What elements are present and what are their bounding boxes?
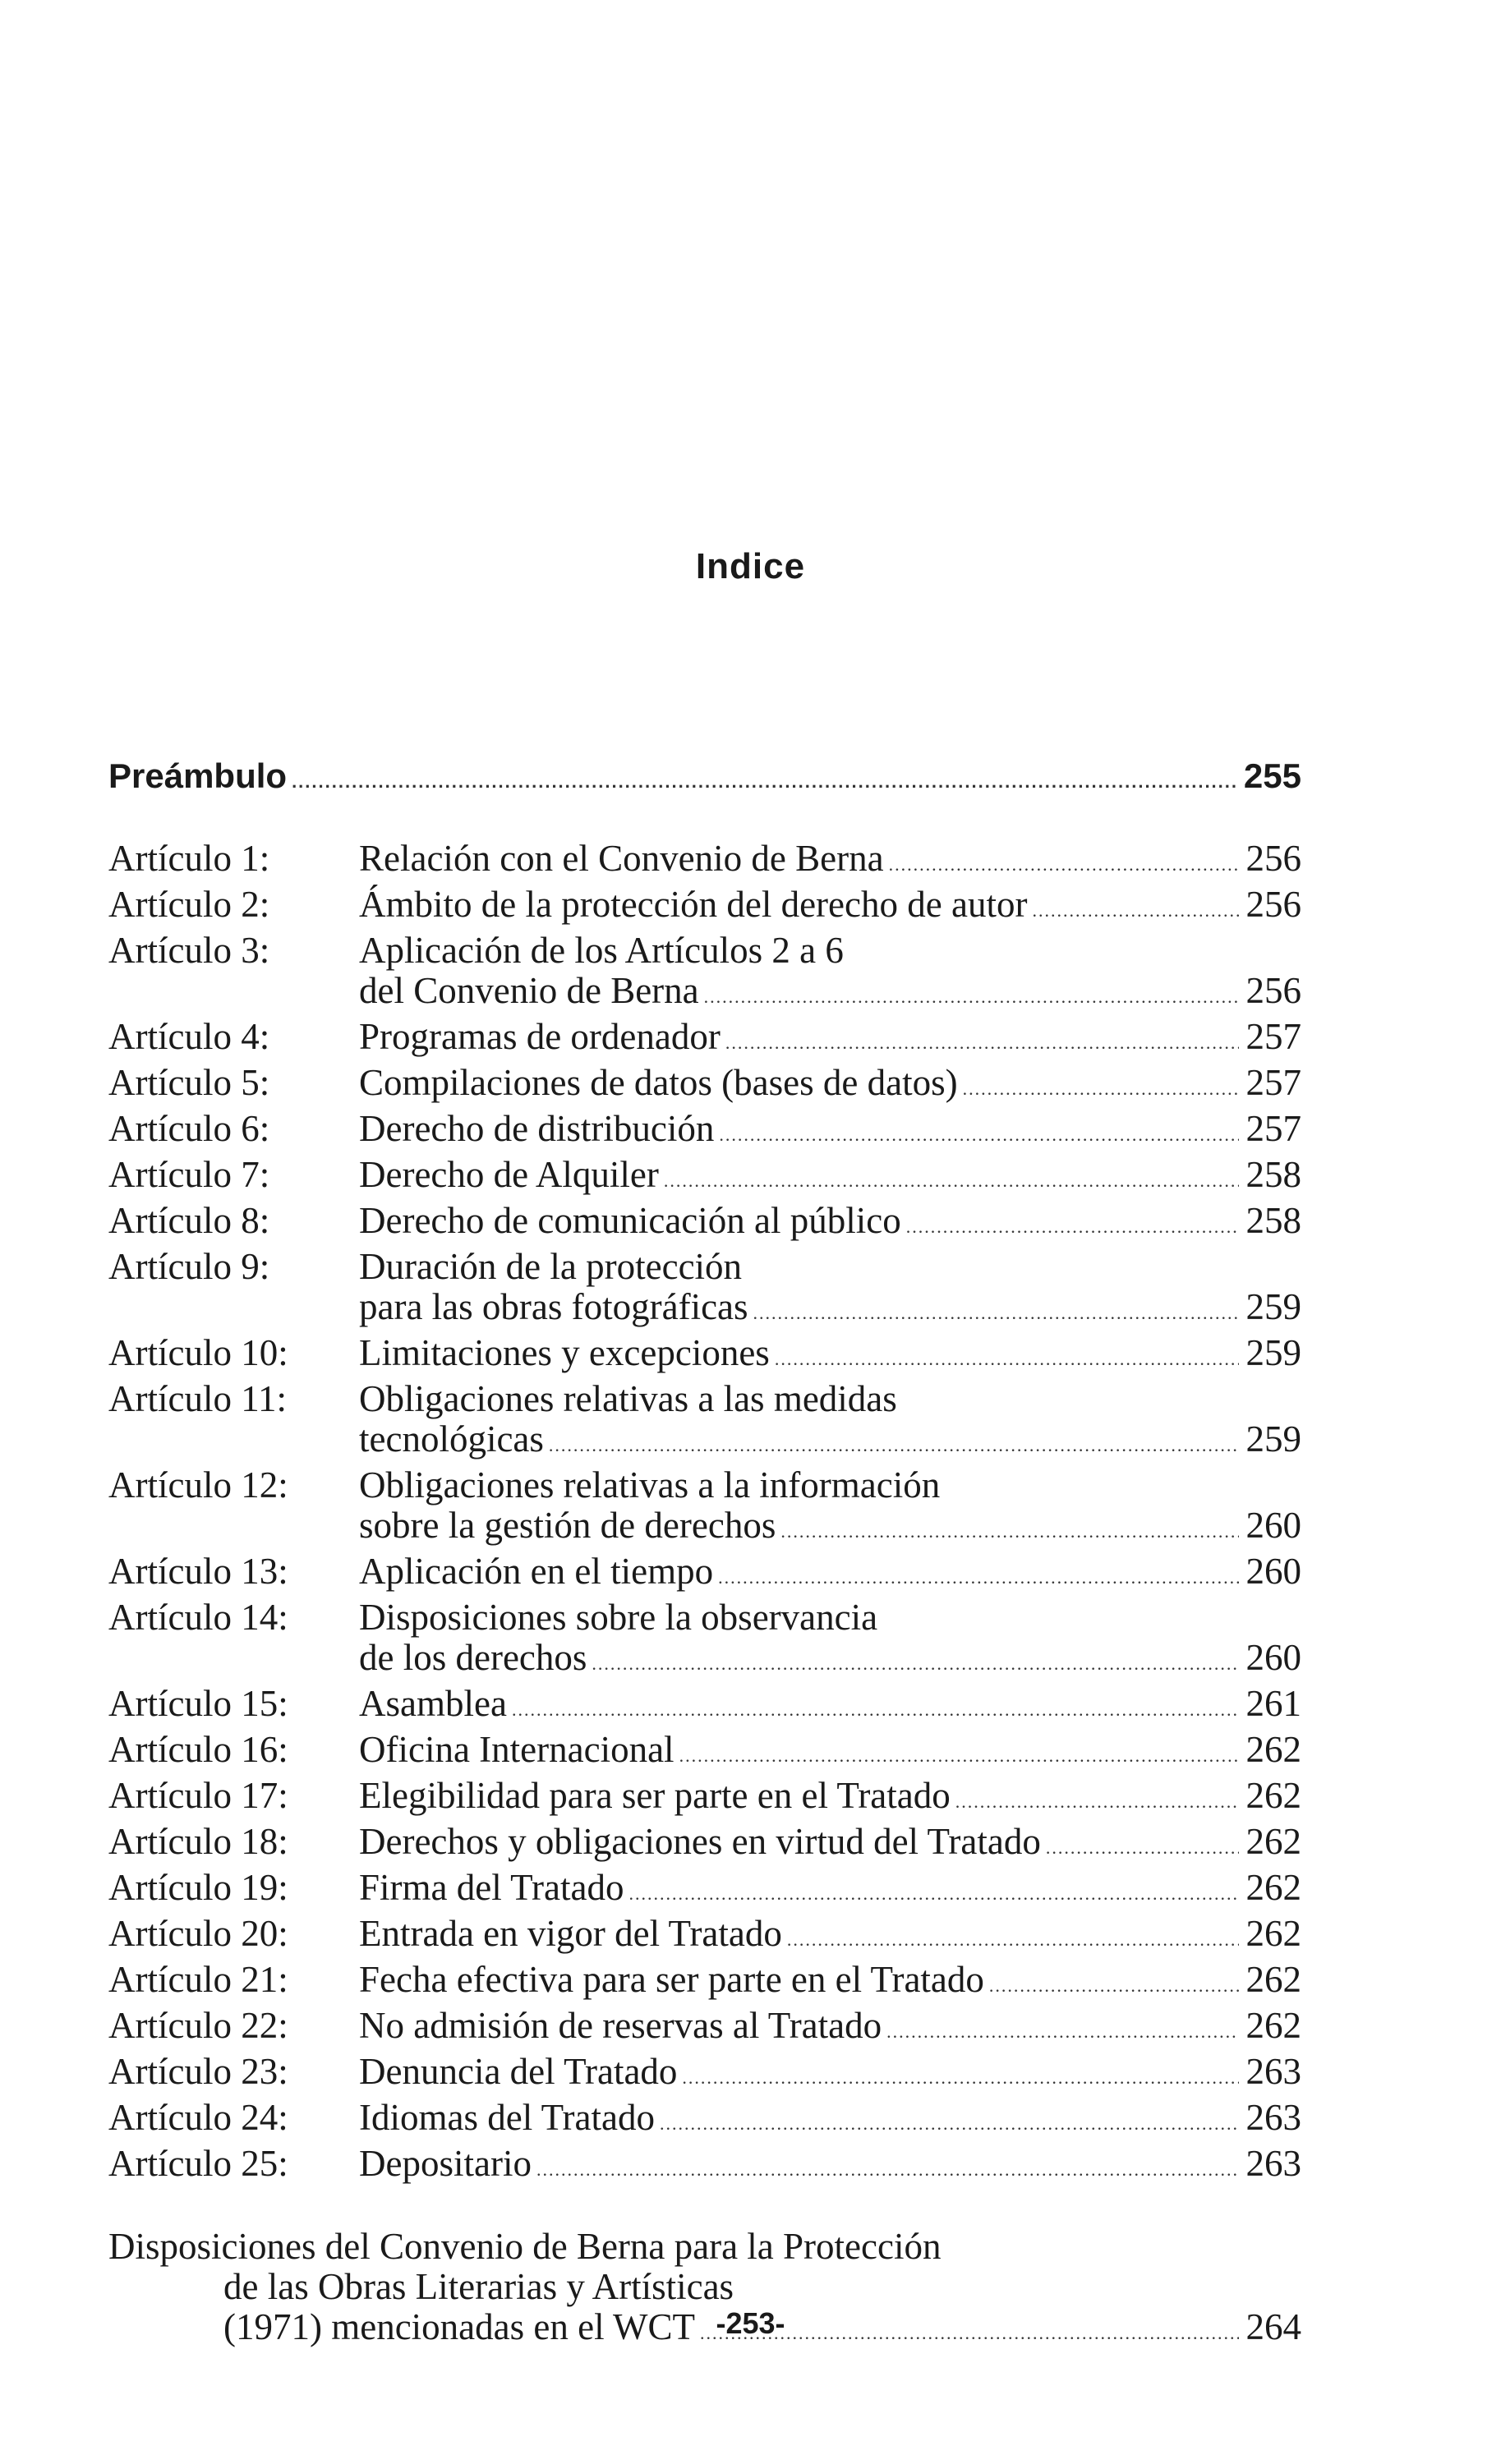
dot-leader <box>629 1873 1240 1914</box>
article-title: Relación con el Convenio de Berna <box>359 838 884 879</box>
entry-line <box>108 1730 1301 1776</box>
entry-line <box>108 2098 1301 2144</box>
article-label: Artículo 22: <box>108 2005 288 2046</box>
page-number: 262 <box>1245 1775 1301 1816</box>
dot-leader <box>1046 1827 1239 1868</box>
toc-entry-article <box>108 1109 1301 1155</box>
toc-entry-article <box>108 2052 1301 2098</box>
article-title: Idiomas del Tratado <box>359 2097 655 2138</box>
entry-line <box>108 1109 1301 1155</box>
dot-leader <box>592 1643 1239 1684</box>
article-label: Artículo 11: <box>108 1378 288 1419</box>
page-number: 259 <box>1245 1286 1301 1327</box>
toc-entry-article <box>108 1201 1301 1247</box>
entry-line <box>108 2006 1301 2052</box>
article-title: Derecho de Alquiler <box>359 1154 659 1195</box>
entry-line <box>108 1379 1301 1419</box>
entry-line <box>108 2052 1301 2098</box>
dot-leader <box>780 1511 1239 1551</box>
entry-title-line: de las Obras Literarias y Artísticas <box>223 2266 734 2307</box>
article-title: Derechos y obligaciones en virtud del Tratado <box>359 1821 1041 1862</box>
page-number: 262 <box>1245 1913 1301 1954</box>
page-folio: -253- <box>716 2306 785 2340</box>
page-number: 262 <box>1245 1821 1301 1862</box>
dot-leader <box>955 1781 1239 1822</box>
page-number: 260 <box>1245 1637 1301 1678</box>
article-label: Artículo 10: <box>108 1332 288 1373</box>
dot-leader <box>719 1115 1239 1155</box>
dot-leader <box>725 1023 1239 1063</box>
toc-entry-article <box>108 2006 1301 2052</box>
entry-line <box>108 2227 1301 2267</box>
article-label: Artículo 7: <box>108 1154 270 1195</box>
article-label: Artículo 24: <box>108 2097 288 2138</box>
page-number: 264 <box>1245 2306 1301 2347</box>
article-label: Artículo 16: <box>108 1729 288 1770</box>
dot-leader <box>682 2057 1239 2098</box>
entry-line <box>108 1868 1301 1914</box>
entry-line <box>108 1247 1301 1287</box>
entry-line <box>108 1506 1301 1551</box>
article-label: Artículo 2: <box>108 884 270 925</box>
article-label: Artículo 25: <box>108 2143 288 2184</box>
dot-leader <box>549 1425 1239 1465</box>
page-number: 262 <box>1245 1867 1301 1908</box>
dot-leader <box>787 1919 1239 1960</box>
page-number: 257 <box>1245 1062 1301 1103</box>
article-title: para las obras fotográficas <box>359 1286 748 1327</box>
article-label: Artículo 15: <box>108 1683 288 1724</box>
entry-line <box>108 1638 1301 1684</box>
dot-leader <box>664 1161 1239 1201</box>
toc-entry-article <box>108 1017 1301 1063</box>
article-title: Denuncia del Tratado <box>359 2051 678 2092</box>
toc-entry-article <box>108 2098 1301 2144</box>
entry-line <box>108 1960 1301 2006</box>
toc-entry-article <box>108 839 1301 885</box>
entry-line <box>108 2267 1301 2307</box>
article-label: Artículo 1: <box>108 838 270 879</box>
entry-line <box>108 839 1301 885</box>
article-title: Compilaciones de datos (bases de datos) <box>359 1062 958 1103</box>
toc-entry-article <box>108 1960 1301 2006</box>
article-title: Obligaciones relativas a las medidas <box>359 1378 897 1419</box>
entry-title-line: (1971) mencionadas en el WCT <box>223 2306 695 2347</box>
toc-entry-article <box>108 1063 1301 1109</box>
article-title: Depositario <box>359 2143 532 2184</box>
dot-leader <box>679 1735 1239 1776</box>
toc-entry-article <box>108 2144 1301 2190</box>
article-title: Oficina Internacional <box>359 1729 675 1770</box>
article-title: Fecha efectiva para ser parte en el Tratado <box>359 1959 984 2000</box>
article-title: del Convenio de Berna <box>359 970 699 1011</box>
article-label: Artículo 18: <box>108 1821 288 1862</box>
article-title: Derecho de comunicación al público <box>359 1200 901 1241</box>
article-label: Artículo 6: <box>108 1108 270 1149</box>
article-label: Artículo 3: <box>108 930 270 971</box>
article-label: Artículo 14: <box>108 1597 288 1638</box>
dot-leader <box>753 1293 1239 1333</box>
article-title: Firma del Tratado <box>359 1867 624 1908</box>
dot-leader <box>775 1339 1239 1379</box>
article-label: Artículo 23: <box>108 2051 288 2092</box>
toc-entry-article <box>108 1776 1301 1822</box>
article-label: Artículo 21: <box>108 1959 288 2000</box>
entry-line <box>108 971 1301 1017</box>
entry-line <box>108 1419 1301 1465</box>
article-label: Artículo 4: <box>108 1016 270 1057</box>
article-title: de los derechos <box>359 1637 587 1678</box>
page-number: 263 <box>1245 2097 1301 2138</box>
toc-entry-article <box>108 1868 1301 1914</box>
article-title: tecnológicas <box>359 1418 544 1460</box>
article-label: Artículo 12: <box>108 1464 288 1506</box>
article-title: sobre la gestión de derechos <box>359 1505 776 1546</box>
article-label: Artículo 20: <box>108 1913 288 1954</box>
article-label: Artículo 17: <box>108 1775 288 1816</box>
entry-line <box>108 1333 1301 1379</box>
dot-leader <box>292 761 1239 802</box>
article-title: Entrada en vigor del Tratado <box>359 1913 782 1954</box>
entry-title-line: Disposiciones del Convenio de Berna para la Protección <box>108 2226 942 2267</box>
article-title: Elegibilidad para ser parte en el Tratado <box>359 1775 951 1816</box>
entry-line <box>108 1684 1301 1730</box>
page-number: 257 <box>1245 1016 1301 1057</box>
article-title: Programas de ordenador <box>359 1016 721 1057</box>
page-number: 256 <box>1245 884 1301 925</box>
entry-label: Preámbulo <box>108 756 288 795</box>
entry-line <box>108 1155 1301 1201</box>
article-label: Artículo 19: <box>108 1867 288 1908</box>
article-label: Artículo 5: <box>108 1062 270 1103</box>
entry-line <box>108 1287 1301 1333</box>
dot-leader <box>718 1557 1239 1597</box>
toc-entry-article <box>108 1551 1301 1597</box>
dot-leader <box>1032 890 1239 931</box>
toc-entry-preamble <box>108 756 1301 802</box>
entry-line <box>108 1914 1301 1960</box>
article-label: Artículo 8: <box>108 1200 270 1241</box>
page-number: 258 <box>1245 1200 1301 1241</box>
dot-leader <box>536 2149 1239 2190</box>
entry-line <box>108 1201 1301 1247</box>
article-title: Asamblea <box>359 1683 507 1724</box>
article-title: Disposiciones sobre la observancia <box>359 1597 878 1638</box>
toc-entry-article <box>108 931 1301 1017</box>
dot-leader <box>704 977 1239 1017</box>
toc-entry-article <box>108 1684 1301 1730</box>
toc-entry-article <box>108 885 1301 931</box>
page-number: 260 <box>1245 1505 1301 1546</box>
page-number: 263 <box>1245 2051 1301 2092</box>
table-of-contents <box>108 756 1301 2353</box>
toc-entry-article <box>108 1333 1301 1379</box>
entry-line <box>108 1776 1301 1822</box>
entry-line <box>108 2144 1301 2190</box>
page-number: 260 <box>1245 1551 1301 1592</box>
entry-line <box>108 1465 1301 1506</box>
toc-entry-article <box>108 1379 1301 1465</box>
article-list <box>108 839 1301 2190</box>
page-number: 259 <box>1245 1418 1301 1460</box>
page-number: 258 <box>1245 1154 1301 1195</box>
page-number: 262 <box>1245 2005 1301 2046</box>
page-number: 261 <box>1245 1683 1301 1724</box>
article-title: Obligaciones relativas a la información <box>359 1464 941 1506</box>
dot-leader <box>512 1689 1239 1730</box>
article-title: Aplicación en el tiempo <box>359 1551 714 1592</box>
entry-line <box>108 1597 1301 1638</box>
article-title: Derecho de distribución <box>359 1108 715 1149</box>
dot-leader <box>963 1069 1239 1109</box>
page-number: 262 <box>1245 1729 1301 1770</box>
entry-line <box>108 885 1301 931</box>
page-number: 256 <box>1245 970 1301 1011</box>
toc-entry-article <box>108 1465 1301 1551</box>
entry-line <box>108 1017 1301 1063</box>
page-number: 262 <box>1245 1959 1301 2000</box>
entry-line <box>108 1551 1301 1597</box>
article-title: Duración de la protección <box>359 1246 743 1287</box>
page-number: 255 <box>1243 756 1301 795</box>
toc-entry-article <box>108 1822 1301 1868</box>
dot-leader <box>906 1207 1239 1247</box>
entry-line <box>108 1063 1301 1109</box>
entry-line <box>108 931 1301 971</box>
toc-entry-article <box>108 1155 1301 1201</box>
page-number: 256 <box>1245 838 1301 879</box>
article-title: Ámbito de la protección del derecho de autor <box>359 884 1028 925</box>
article-title: No admisión de reservas al Tratado <box>359 2005 882 2046</box>
page-number: 263 <box>1245 2143 1301 2184</box>
toc-entry-article <box>108 1247 1301 1333</box>
dot-leader <box>889 844 1239 885</box>
page-title: Indice <box>695 546 806 586</box>
article-title: Limitaciones y excepciones <box>359 1332 770 1373</box>
article-label: Artículo 13: <box>108 1551 288 1592</box>
page-number: 257 <box>1245 1108 1301 1149</box>
page-number: 259 <box>1245 1332 1301 1373</box>
dot-leader <box>989 1965 1239 2006</box>
toc-entry-article <box>108 1914 1301 1960</box>
toc-entry-article <box>108 1730 1301 1776</box>
dot-leader <box>886 2011 1239 2052</box>
article-title: Aplicación de los Artículos 2 a 6 <box>359 930 844 971</box>
entry-line <box>108 1822 1301 1868</box>
article-label: Artículo 9: <box>108 1246 270 1287</box>
toc-entry-article <box>108 1597 1301 1684</box>
dot-leader <box>660 2103 1239 2144</box>
